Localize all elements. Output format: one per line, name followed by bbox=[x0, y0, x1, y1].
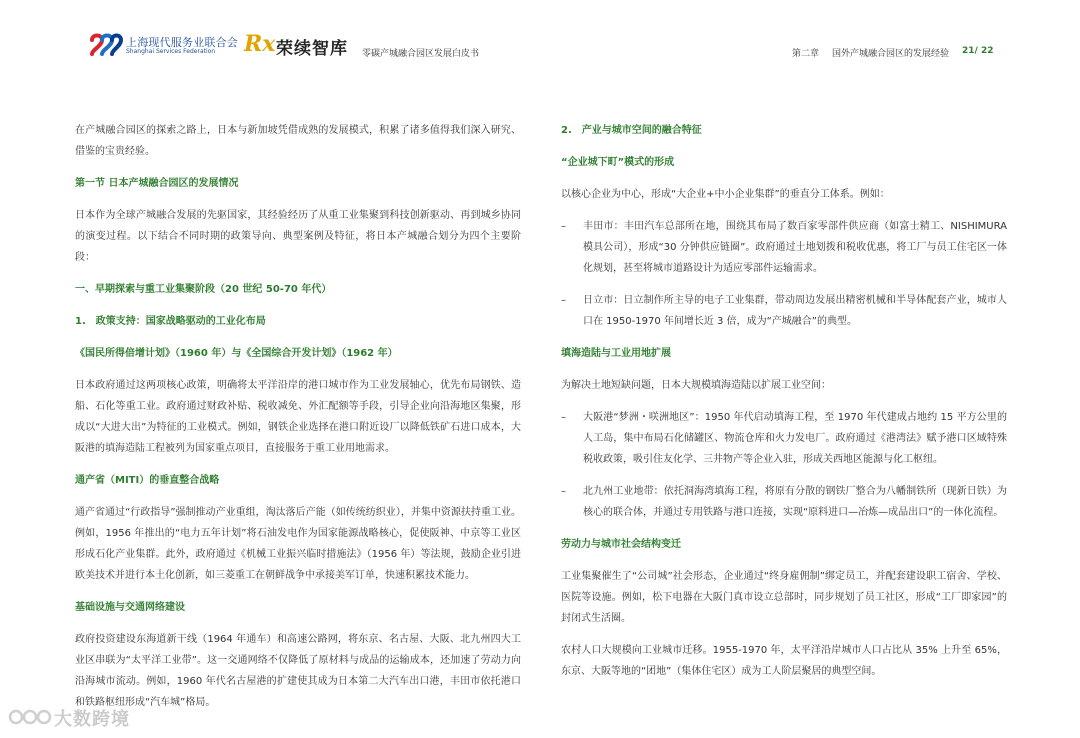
section-heading: 第一节 日本产城融合园区的发展情况 bbox=[75, 178, 239, 189]
think-tank-mark: Rx bbox=[244, 31, 276, 57]
page-header bbox=[0, 0, 1080, 90]
list-item-text: 大阪港“梦洲・咲洲地区”：1950 年代启动填海工程，至 1970 年代建成占地约 15 平方公里的人工岛，集中布局石化储罐区、物流仓库和火力发电厂。政府通过《港湾法》赋予港口区域特殊税收政策，吸引住友化学、三井物产等企业入驻，形成关西地区能源与化工枢纽。 bbox=[583, 412, 1007, 465]
list-item bbox=[561, 290, 1007, 332]
list-item bbox=[561, 481, 1007, 523]
federation-name-cn: 上海现代服务业联合会 bbox=[126, 36, 238, 49]
watermark-logo-icon bbox=[8, 704, 52, 730]
federation-logo-icon bbox=[88, 32, 124, 58]
stage-heading: 一、早期探索与重工业集聚阶段（20 世纪 50-70 年代） bbox=[75, 284, 332, 295]
list-item-text: 北九州工业地带：依托洞海湾填海工程，将原有分散的钢铁厂整合为八幡制铁所（现新日铁）为核心的联合体，并通过专用铁路与港口连接，实现“原料进口—冶炼—成品出口”的一体化流程。 bbox=[583, 486, 1007, 518]
reclaim-paragraph: 为解决土地短缺问题，日本大规模填海造陆以扩展工业空间： bbox=[561, 380, 831, 391]
dash-bullet: – bbox=[561, 221, 566, 232]
watermark-text: 大数跨境 bbox=[54, 709, 130, 730]
chapter-label: 第二章 bbox=[792, 49, 820, 59]
section-intro-paragraph: 日本作为全球产城融合发展的先驱国家，其经验经历了从重工业集聚到科技创新驱动、再到城乡协同的演变过程。以下结合不同时期的政策导向、典型案例及特征，将日本产城融合划分为四个主要阶段： bbox=[75, 210, 521, 263]
rural-paragraph: 农村人口大规模向工业城市迁移。1955-1970 年，太平洋沿岸城市人口占比从 35% 上升至 65%，东京、大阪等地的“团地”（集体住宅区）成为工人阶层聚居的典型空间。 bbox=[561, 645, 1007, 677]
watermark bbox=[8, 704, 168, 730]
dash-bullet: – bbox=[561, 295, 566, 306]
labor-heading: 劳动力与城市社会结构变迁 bbox=[561, 539, 681, 550]
dash-bullet: – bbox=[561, 486, 566, 497]
dash-bullet: – bbox=[561, 412, 566, 423]
infrastructure-paragraph: 政府投资建设东海道新干线（1964 年通车）和高速公路网，将东京、名古屋、大阪、北九州四大工业区串联为“太平洋工业带”。这一交通网络不仅降低了原材料与成品的运输成本，还加速了劳动力向沿海城市流动。例如，1960 年代名古屋港的扩建使其成为日本第二大汽车出口港，丰田市依托港口和铁路枢纽形成“汽车城”格局。 bbox=[75, 634, 521, 708]
subsection-heading-1: 1. 政策支持：国家战略驱动的工业化布局 bbox=[75, 316, 266, 327]
list-item bbox=[561, 216, 1007, 279]
think-tank-logo bbox=[244, 30, 364, 60]
left-column bbox=[75, 120, 521, 713]
miti-heading: 通产省（MITI）的垂直整合战略 bbox=[75, 475, 220, 486]
think-tank-name: 荣续智库 bbox=[276, 39, 348, 59]
subsection-heading-2: 2. 产业与城市空间的融合特征 bbox=[561, 125, 702, 136]
plans-heading: 《国民所得倍增计划》（1960 年）与《全国综合开发计划》（1962 年） bbox=[75, 348, 398, 359]
miti-paragraph: 通产省通过“行政指导”强制推动产业重组，淘汰落后产能（如传统纺织业），并集中资源扶持重工业。例如，1956 年推出的“电力五年计划”将石油发电作为国家能源战略核心，促使阪神、中京等工业区形成石化产业集群。此外，政府通过《机械工业振兴临时措施法》（1956 年）等法规，鼓励企业引进欧美技术并进行本土化创新，如三菱重工在朝鲜战争中承接美军订单，快速积累技术能力。 bbox=[75, 507, 521, 581]
intro-paragraph: 在产城融合园区的探索之路上，日本与新加坡凭借成熟的发展模式，积累了诸多值得我们深入研究、借鉴的宝贵经验。 bbox=[75, 125, 521, 157]
reclaim-heading: 填海造陆与工业用地扩展 bbox=[561, 348, 671, 359]
right-column bbox=[561, 120, 1007, 682]
model-heading: “企业城下町”模式的形成 bbox=[561, 157, 675, 168]
labor-paragraph: 工业集聚催生了“公司城”社会形态，企业通过“终身雇佣制”绑定员工，并配套建设职工宿舍、学校、医院等设施。例如，松下电器在大阪门真市设立总部时，同步规划了员工社区，形成“工厂即家园”的封闭式生活圈。 bbox=[561, 571, 1007, 624]
section-label: 国外产城融合园区的发展经验 bbox=[832, 49, 950, 59]
page-number: 21/ 22 bbox=[962, 46, 994, 56]
model-paragraph: 以核心企业为中心，形成“大企业+中小企业集群”的垂直分工体系。例如： bbox=[561, 189, 890, 200]
infrastructure-heading: 基础设施与交通网络建设 bbox=[75, 602, 185, 613]
federation-logo bbox=[88, 32, 238, 58]
list-item-text: 丰田市：丰田汽车总部所在地，围绕其布局了数百家零部件供应商（如富士精工、NISHIMURA 模具公司），形成“30 分钟供应链圈”。政府通过土地划拨和税收优惠，将工厂与员工住宅区一体化规划，甚至将城市道路设计为适应零部件运输需求。 bbox=[583, 221, 1007, 274]
document-title: 零碳产城融合园区发展白皮书 bbox=[362, 49, 480, 59]
list-item-text: 日立市：日立制作所主导的电子工业集群，带动周边发展出精密机械和半导体配套产业，城市人口在 1950-1970 年间增长近 3 倍，成为“产城融合”的典型。 bbox=[583, 295, 1007, 327]
plans-paragraph: 日本政府通过这两项核心政策，明确将太平洋沿岸的港口城市作为工业发展轴心，优先布局钢铁、造船、石化等重工业。政府通过财政补贴、税收减免、外汇配额等手段，引导企业向沿海地区集聚，形成以“大进大出”为特征的工业模式。例如，钢铁企业选择在港口附近设厂以降低铁矿石进口成本，大阪港的填海造陆工程被列为国家重点项目，直接服务于重工业用地需求。 bbox=[75, 380, 521, 454]
list-item bbox=[561, 407, 1007, 470]
federation-name-en: Shanghai Services Federation bbox=[126, 48, 216, 55]
